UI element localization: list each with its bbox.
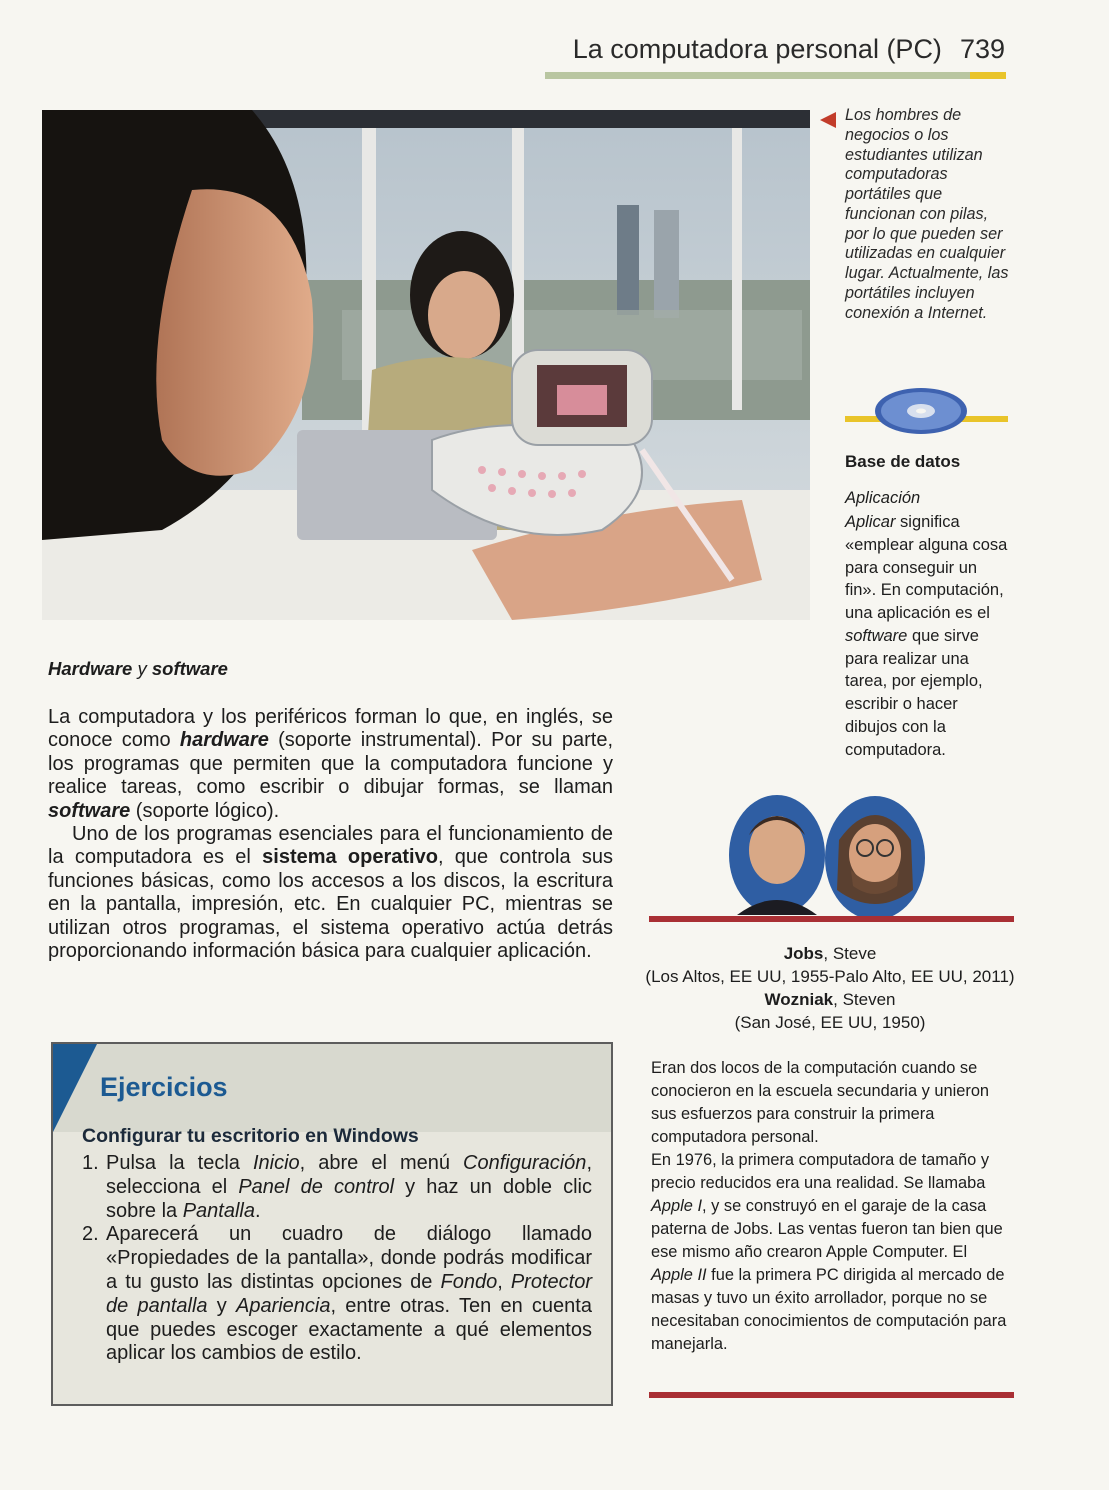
exercise-list — [82, 1152, 592, 1366]
bio-rule-bottom — [649, 1392, 1014, 1398]
caption-arrow-icon — [820, 112, 836, 128]
window-frame-3 — [732, 110, 742, 410]
tower-left — [617, 205, 639, 315]
second-student-face — [428, 271, 500, 359]
body-text — [48, 706, 613, 963]
paragraph-operating-system: Uno de los programas esenciales para el funcionamiento de la computadora es el sistema operativo, que controla sus funciones básicas, como los accesos a los discos, la escritura en la pantalla, impresión, etc. En cualquier PC, mientras se utilizan otros programas, el sistema operativo actúa detrás proporcionando información básica para cualquier aplicación. — [48, 822, 613, 962]
header-rule — [545, 72, 1006, 79]
exercise-subtitle: Configurar tu escritorio en Windows — [82, 1125, 419, 1147]
bio-dates-wozniak: (San José, EE UU, 1950) — [734, 1013, 926, 1033]
header-title: La computadora personal (PC) — [572, 34, 942, 64]
tower-right — [654, 210, 679, 318]
section-title: Hardware y software — [48, 658, 228, 679]
portraits-jobs-wozniak — [727, 790, 927, 920]
running-head — [560, 34, 1005, 65]
portrait-wozniak-face — [849, 824, 901, 884]
exercise-item-2: 2. Aparecerá un cuadro de diálogo llamado «Propiedades de la pantalla», donde podrás modificar a tu gusto las distintas opciones de Fondo, Protector de pantalla y Apariencia, entre otras. Ten en cuenta que puedes escoger exactamente a qué elementos aplicar los cambios de estilo. — [82, 1223, 592, 1365]
bio-rule-top — [649, 916, 1014, 922]
glossary-term: Aplicación — [845, 489, 921, 507]
glossary-definition: Aplicar significa «emplear alguna cosa para conseguir un fin». En computación, una aplicación es el software que sirve para realizar una tarea, por ejemplo, escribir o hacer dibujos con la computadora. — [845, 513, 1008, 759]
cd-disc-icon — [873, 386, 969, 436]
exercise-title: Ejercicios — [100, 1072, 228, 1102]
handheld-screen-game — [557, 385, 607, 415]
glossary-title: Base de datos — [845, 452, 961, 471]
bio-dates-jobs: (Los Altos, EE UU, 1955-Palo Alto, EE UU, 2011) — [645, 967, 1015, 987]
glossary-definition-lead: Aplicar — [845, 513, 896, 531]
paragraph-hardware-software: La computadora y los periféricos forman lo que, en inglés, se conoce como hardware (soporte instrumental). Por su parte, los programas que permiten que la computadora funcione y realice tareas, como escribir o dibujar formas, se llaman software (soporte lógico). — [48, 706, 613, 822]
bio-text: Eran dos locos de la computación cuando se conocieron en la escuela secundaria y unieron sus esfuerzos para construir la primera computadora personal. En 1976, la primera computadora de tamaño y precio reducidos era una realidad. Se llamaba Apple I, y se construyó en el garaje de la casa paterna de Jobs. Las ventas fueron tan bien que ese mismo año crearon Apple Computer. El Apple II fue la primera PC dirigida al mercado de masas y tuvo un éxito arrollador, porque no se necesitaban conocimientos de computación para manejarla. — [651, 1059, 1007, 1353]
photo-students-with-handheld-computer — [42, 110, 810, 620]
bio-names — [630, 942, 1030, 1034]
page-number: 739 — [959, 34, 1005, 64]
photo-illustration — [42, 110, 810, 620]
bio-name-jobs: Jobs, Steve — [783, 944, 877, 963]
bio-name-wozniak: Wozniak, Steven — [764, 990, 896, 1010]
photo-caption: Los hombres de negocios o los estudiantes utilizan computadoras portátiles que funcionan con pilas, por lo que pueden ser utilizadas en cualquier lugar. Actualmente, las portátiles incluyen conexión a Internet. — [845, 106, 1009, 322]
exercise-item-1: 1. Pulsa la tecla Inicio, abre el menú Configuración, selecciona el Panel de control y haz un doble clic sobre la Pantalla. — [82, 1152, 592, 1222]
